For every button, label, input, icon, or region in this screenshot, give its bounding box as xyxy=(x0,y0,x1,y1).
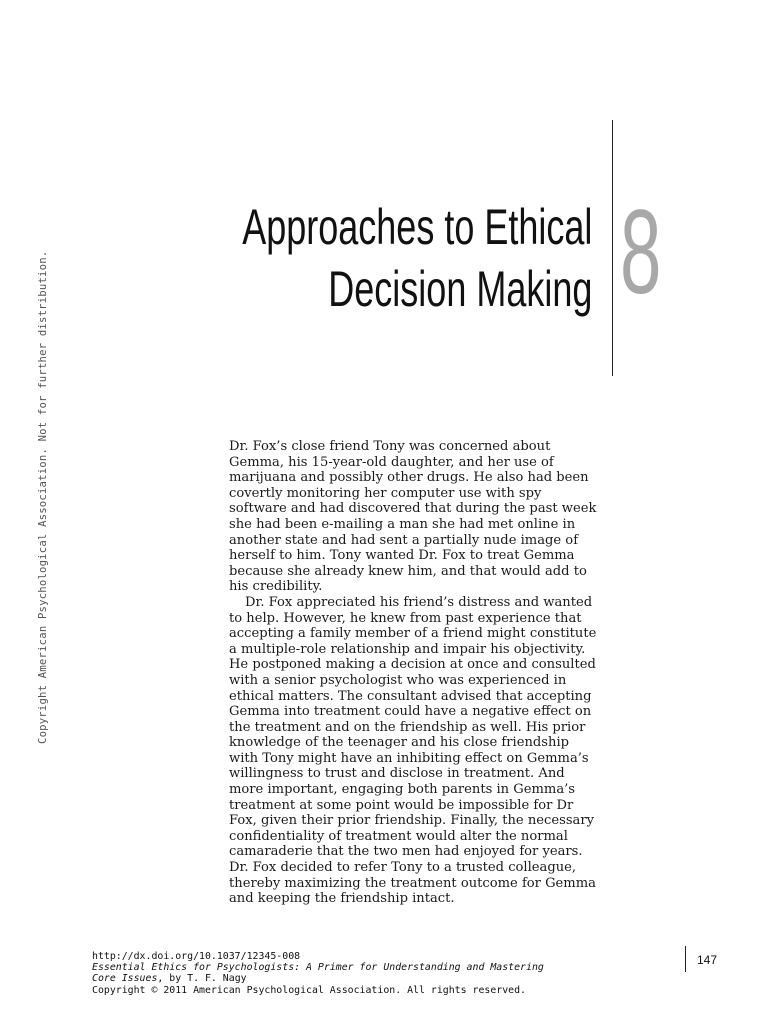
chapter-title-line-2: Decision Making xyxy=(327,261,592,317)
body-paragraph-1: Dr. Fox’s close friend Tony was concerned about Gemma, his 15-year-old daughter, and her use of marijuana and possibly other drugs. He also had been covertly monitoring her computer use with spy software and had discovered that during the past week she had been e-mailing a man she had met online in another state and had sent a partially nude image of herself to him. Tony wanted Dr. Fox to treat Gemma because she already knew him, and that would add to his credibility. xyxy=(229,439,597,595)
footer-book-title-line-1: Essential Ethics for Psychologists: A Primer for Understanding and Mastering xyxy=(92,962,544,974)
chapter-number: 8 xyxy=(620,185,662,319)
body-paragraph-2: Dr. Fox appreciated his friend’s distress and wanted to help. However, he knew from past experience that accepting a family member of a friend might constitute a multiple-role relationship and impair his objectivity. He postponed making a decision at once and consulted with a senior psychologist who was experienced in ethical matters. The consultant advised that accepting Gemma into treatment could have a negative effect on the treatment and on the friendship as well. His prior knowledge of the teenager and his close friendship with Tony might have an inhibiting effect on Gemma’s willingness to trust and disclose in treatment. And more important, engaging both parents in Gemma’s treatment at some point would be impossible for Dr Fox, given their prior friendship. Finally, the necessary confidentiality of treatment would alter the normal camaraderie that the two men had enjoyed for years. Dr. Fox decided to refer Tony to a trusted colleague, thereby maximizing the treatment outcome for Gemma and keeping the friendship intact. xyxy=(229,594,597,907)
chapter-title-line-1: Approaches to Ethical xyxy=(241,199,592,255)
page-footer xyxy=(92,951,652,996)
side-copyright-notice: Copyright American Psychological Association. Not for further distribution. xyxy=(37,250,49,744)
chapter-title xyxy=(242,196,592,320)
footer-author: , by T. F. Nagy xyxy=(157,973,247,985)
page-number: 147 xyxy=(697,953,718,967)
footer-copyright: Copyright © 2011 American Psychological Association. All rights reserved. xyxy=(92,984,527,996)
chapter-divider-rule xyxy=(612,120,613,376)
page-number-rule xyxy=(685,946,686,972)
chapter-opening-vignette xyxy=(229,439,597,907)
footer-book-title-line-2 xyxy=(92,973,652,984)
footer-doi-link[interactable]: http://dx.doi.org/10.1037/12345-008 xyxy=(92,951,301,962)
footer-book-title-end: Core Issues xyxy=(92,973,158,985)
